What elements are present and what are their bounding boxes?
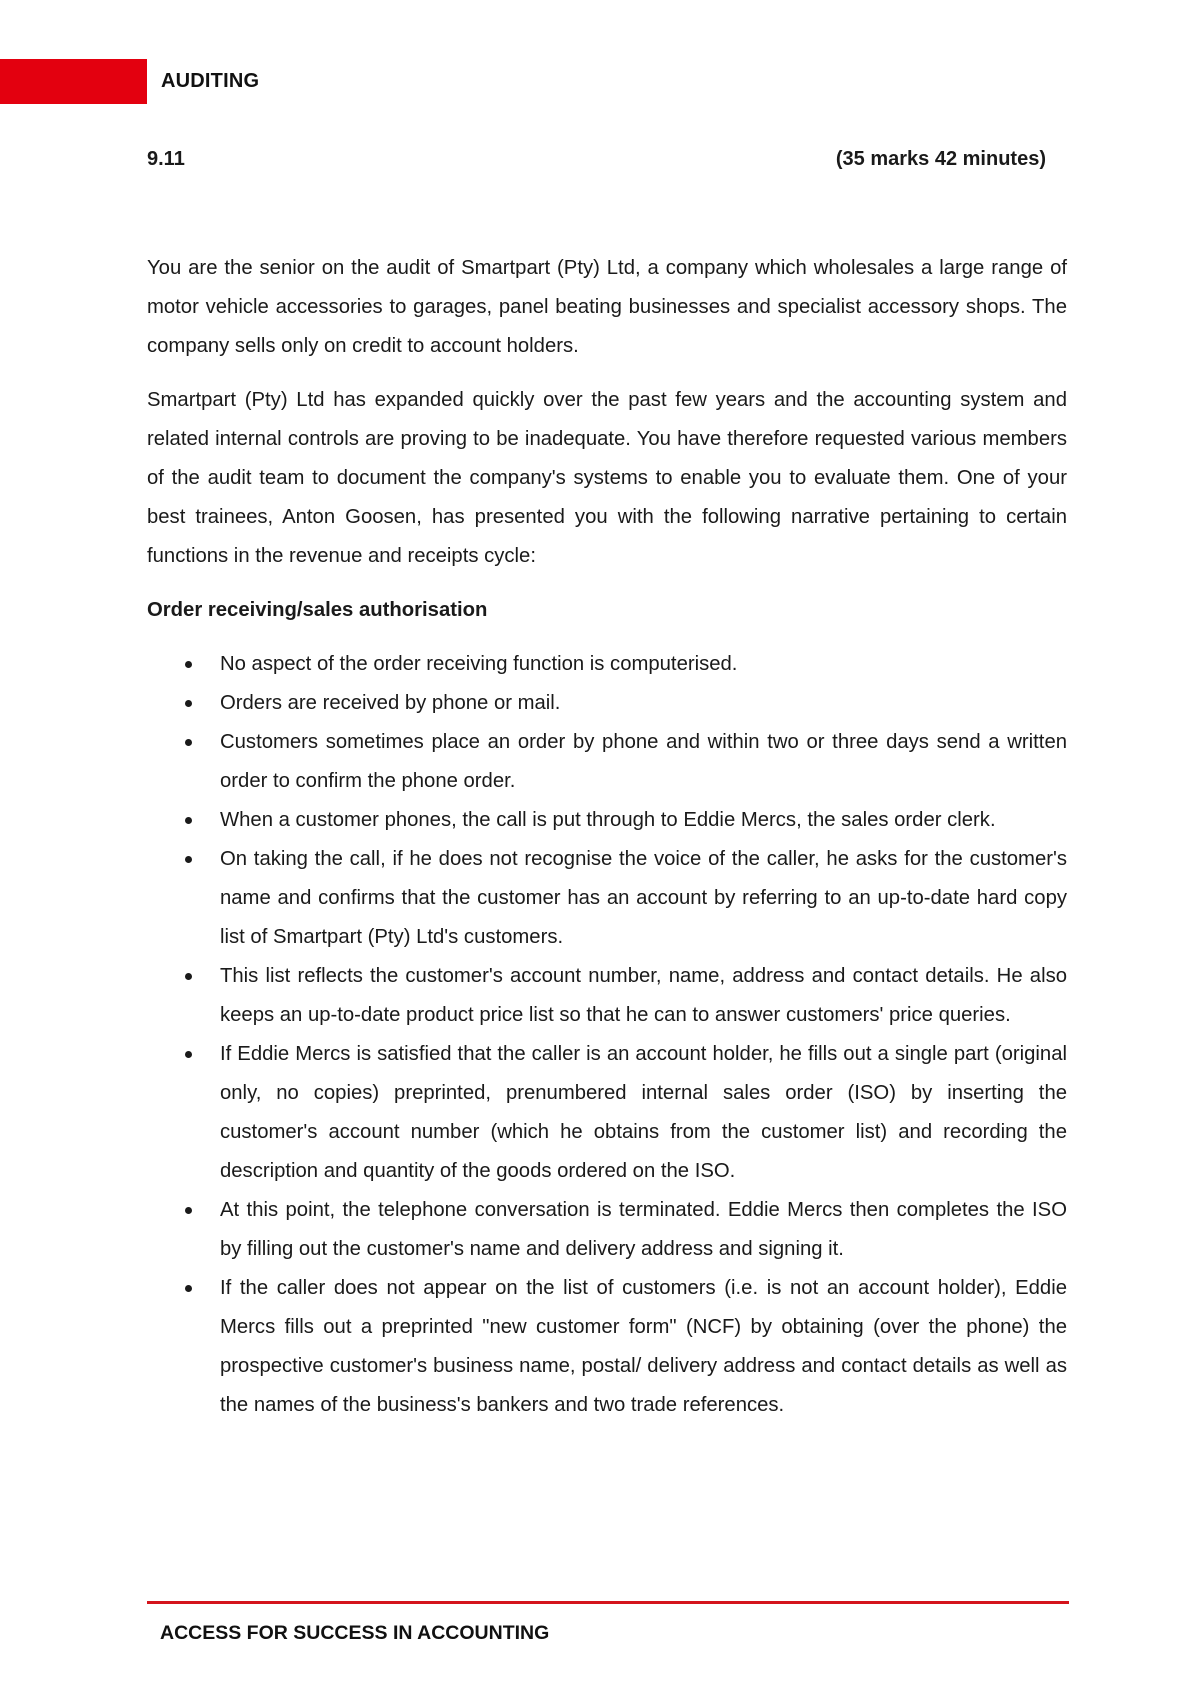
list-item bbox=[147, 645, 1067, 684]
list-item-text: If the caller does not appear on the list of customers (i.e. is not an account holder), Eddie Mercs fills out a preprinted "new customer form" (NCF) by obtaining (over the phone) the prospective customer's business name, postal/ delivery address and contact details as well as the names of the business's bankers and two trade references. bbox=[220, 1277, 1067, 1416]
list-item-text: On taking the call, if he does not recognise the voice of the caller, he asks for the customer's name and confirms that the customer has an account by referring to an up-to-date hard copy list of Smartpart (Pty) Ltd's customers. bbox=[220, 848, 1067, 948]
bullet-icon bbox=[185, 817, 192, 824]
document-body bbox=[147, 249, 1067, 1425]
list-item bbox=[147, 723, 1067, 801]
list-item-text: When a customer phones, the call is put through to Eddie Mercs, the sales order clerk. bbox=[220, 809, 996, 831]
question-marks: (35 marks 42 minutes) bbox=[835, 148, 1046, 170]
list-item bbox=[147, 684, 1067, 723]
bullet-icon bbox=[185, 973, 192, 980]
bullet-icon bbox=[185, 739, 192, 746]
question-number: 9.11 bbox=[147, 148, 185, 170]
list-item-text: Orders are received by phone or mail. bbox=[220, 692, 561, 714]
list-item-text: If Eddie Mercs is satisfied that the caller is an account holder, he fills out a single part (original only, no copies) preprinted, prenumbered internal sales order (ISO) by inserting the customer's account number (which he obtains from the customer list) and recording the description and quantity of the goods ordered on the ISO. bbox=[220, 1043, 1067, 1182]
list-item-text: No aspect of the order receiving function is computerised. bbox=[220, 653, 738, 675]
bullet-list bbox=[147, 645, 1067, 1425]
list-item-text: Customers sometimes place an order by phone and within two or three days send a written order to confirm the phone order. bbox=[220, 731, 1067, 792]
list-item bbox=[147, 1035, 1067, 1191]
footer-title: ACCESS FOR SUCCESS IN ACCOUNTING bbox=[160, 1622, 550, 1644]
list-item bbox=[147, 840, 1067, 957]
list-item bbox=[147, 1269, 1067, 1425]
list-item-text: At this point, the telephone conversation is terminated. Eddie Mercs then completes the ISO by filling out the customer's name and delivery address and signing it. bbox=[220, 1199, 1067, 1260]
section-heading: Order receiving/sales authorisation bbox=[147, 599, 488, 621]
bullet-icon bbox=[185, 661, 192, 668]
bullet-icon bbox=[185, 1285, 192, 1292]
bullet-icon bbox=[185, 700, 192, 707]
bullet-icon bbox=[185, 856, 192, 863]
bullet-icon bbox=[185, 1207, 192, 1214]
header-red-tab bbox=[0, 59, 147, 104]
footer-divider bbox=[147, 1601, 1069, 1604]
list-item-text: This list reflects the customer's account number, name, address and contact details. He also keeps an up-to-date product price list so that he can to answer customers' price queries. bbox=[220, 965, 1067, 1026]
list-item bbox=[147, 801, 1067, 840]
intro-paragraph: You are the senior on the audit of Smartpart (Pty) Ltd, a company which wholesales a large range of motor vehicle accessories to garages, panel beating businesses and specialist accessory shops. The company sells only on credit to account holders. bbox=[147, 257, 1067, 357]
list-item bbox=[147, 1191, 1067, 1269]
context-paragraph: Smartpart (Pty) Ltd has expanded quickly over the past few years and the accounting system and related internal controls are proving to be inadequate. You have therefore requested various members of the audit team to document the company's systems to enable you to evaluate them. One of your best trainees, Anton Goosen, has presented you with the following narrative pertaining to certain functions in the revenue and receipts cycle: bbox=[147, 389, 1067, 567]
header-title: AUDITING bbox=[161, 70, 260, 92]
list-item bbox=[147, 957, 1067, 1035]
bullet-icon bbox=[185, 1051, 192, 1058]
